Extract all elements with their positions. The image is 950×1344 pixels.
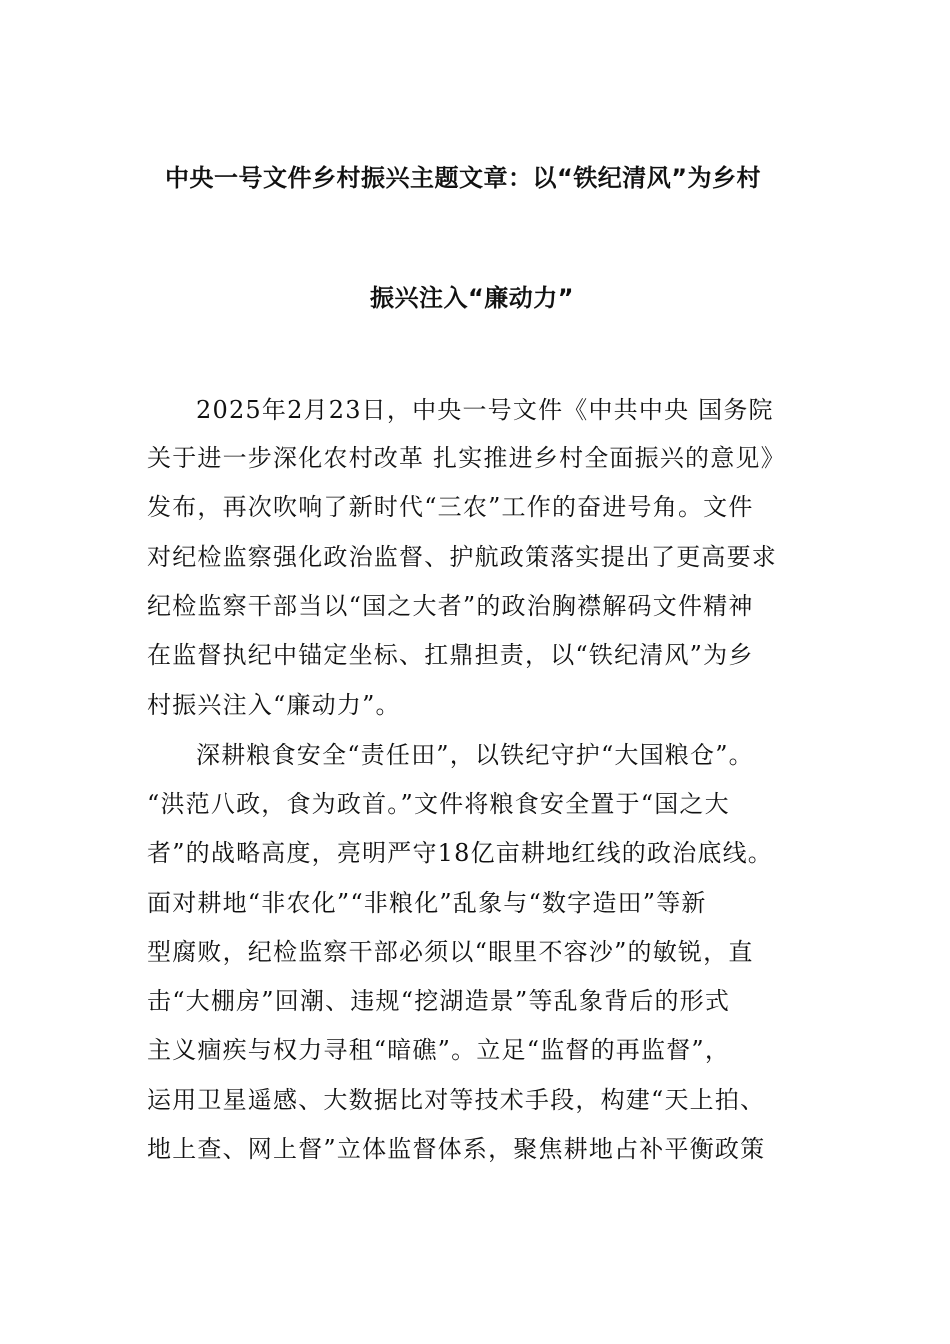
- body-line: 发布，再次吹响了新时代“三农”工作的奋进号角。文件: [147, 493, 754, 521]
- body-line: “洪范八政，食为政首。”文件将粮食安全置于“国之大: [147, 790, 730, 818]
- body-line: 深耕粮食安全“责任田”，以铁纪守护“大国粮仓”。: [196, 741, 754, 769]
- body-line: 村振兴注入“廉动力”。: [147, 691, 401, 719]
- article-title-line-1: 中央一号文件乡村振兴主题文章：以“铁纪清风”为乡村: [164, 164, 762, 192]
- body-line: 者”的战略高度，亮明严守18亿亩耕地红线的政治底线。: [147, 839, 774, 867]
- body-line: 运用卫星遥感、大数据比对等技术手段，构建“天上拍、: [147, 1086, 766, 1114]
- body-line: 击“大棚房”回潮、违规“挖湖造景”等乱象背后的形式: [147, 987, 731, 1015]
- body-line: 型腐败，纪检监察干部必须以“眼里不容沙”的敏锐，直: [147, 938, 754, 966]
- body-line: 对纪检监察强化政治监督、护航政策落实提出了更高要求: [147, 543, 777, 571]
- body-line: 关于进一步深化农村改革 扎实推进乡村全面振兴的意见》: [147, 444, 786, 472]
- body-line: 2025年2月23日，中央一号文件《中共中央 国务院: [196, 396, 774, 424]
- article-title-line-2: 振兴注入“廉动力”: [369, 284, 575, 312]
- body-line: 面对耕地“非农化”“非粮化”乱象与“数字造田”等新: [147, 889, 707, 917]
- body-line: 在监督执纪中锚定坐标、扛鼎担责，以“铁纪清风”为乡: [147, 641, 754, 669]
- body-line: 地上查、网上督”立体监督体系，聚焦耕地占补平衡政策: [147, 1135, 766, 1163]
- body-line: 纪检监察干部当以“国之大者”的政治胸襟解码文件精神: [147, 592, 754, 620]
- body-line: 主义痼疾与权力寻租“暗礁”。立足“监督的再监督”，: [147, 1036, 731, 1064]
